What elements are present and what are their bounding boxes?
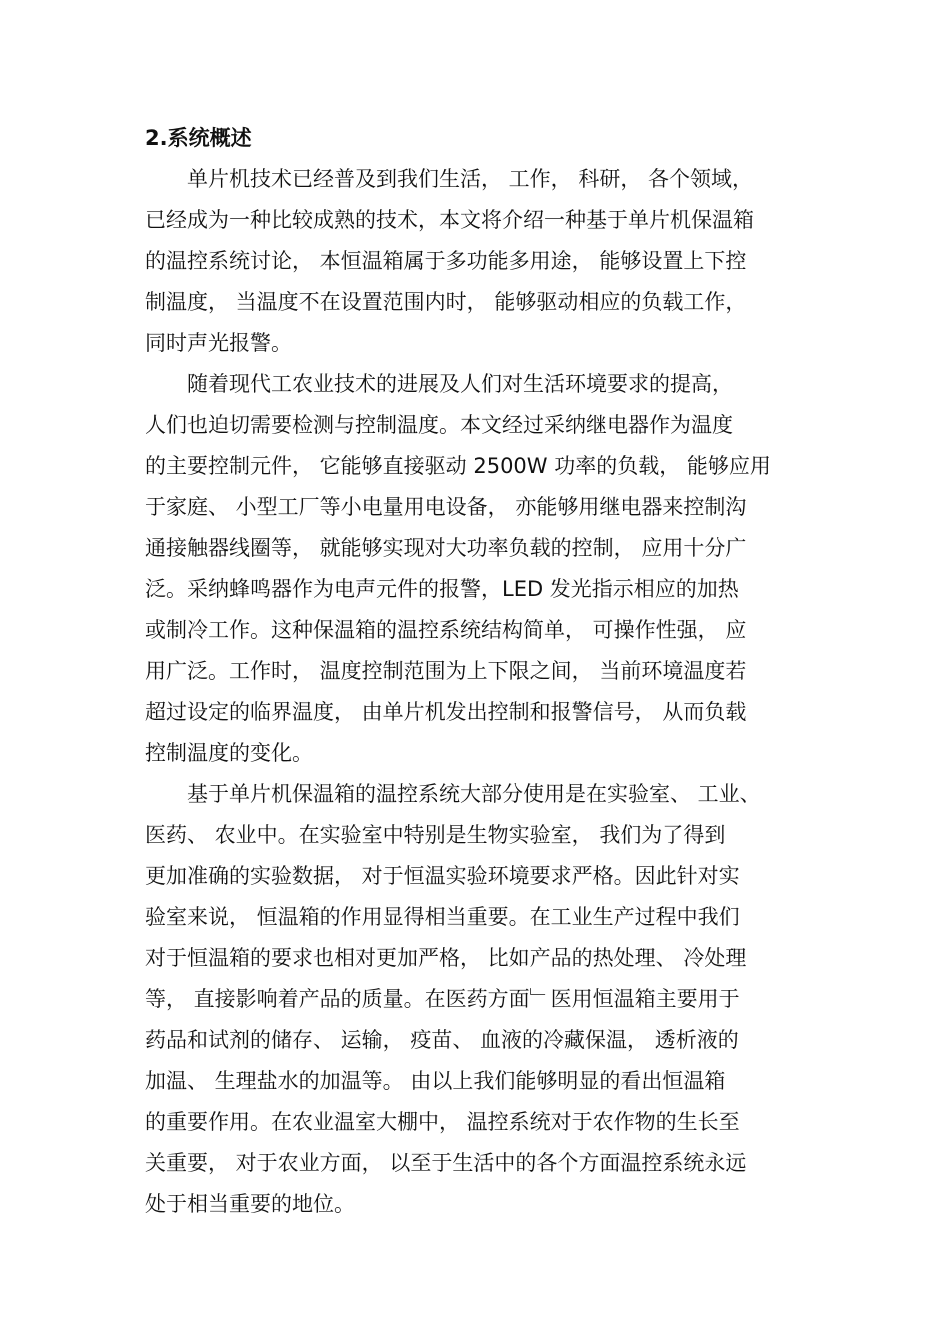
text-line: 控制温度的变化。 <box>145 741 313 765</box>
text-line: 用广泛。工作时， 温度控制范围为上下限之间， 当前环境温度若 <box>145 659 747 683</box>
text-line: 已经成为一种比较成熟的技术，本文将介绍一种基于单片机保温箱 <box>145 208 754 232</box>
text-line: 的重要作用。在农业温室大棚中， 温控系统对于农作物的生长至 <box>145 1110 740 1134</box>
text-line: 药品和试剂的储存、 运输， 疫苗、 血液的冷藏保温， 透析液的 <box>145 1028 739 1052</box>
text-line: 等， 直接影响着产品的质量。在医药方面﹂医用恒温箱主要用于 <box>145 987 740 1011</box>
text-line: 或制冷工作。这种保温箱的温控系统结构简单， 可操作性强， 应 <box>145 618 747 642</box>
text-line: 处于相当重要的地位。 <box>145 1192 355 1216</box>
text-line: 制温度， 当温度不在设置范围内时， 能够驱动相应的负载工作， <box>145 290 747 314</box>
text-line: 的温控系统讨论， 本恒温箱属于多功能多用途， 能够设置上下控 <box>145 249 747 273</box>
section-heading: 2.系统概述 <box>145 126 252 150</box>
text-line: 对于恒温箱的要求也相对更加严格， 比如产品的热处理、 冷处理 <box>145 946 747 970</box>
text-line: 于家庭、 小型工厂等小电量用电设备， 亦能够用继电器来控制沟 <box>145 495 747 519</box>
text-line: 的主要控制元件， 它能够直接驱动 2500W 功率的负载， 能够应用 <box>145 454 771 478</box>
text-line: 单片机技术已经普及到我们生活， 工作， 科研， 各个领域， <box>145 167 754 191</box>
text-line: 医药、 农业中。在实验室中特别是生物实验室， 我们为了得到 <box>145 823 726 847</box>
text-line: 关重要， 对于农业方面， 以至于生活中的各个方面温控系统永远 <box>145 1151 747 1175</box>
text-line: 加温、 生理盐水的加温等。 由以上我们能够明显的看出恒温箱 <box>145 1069 726 1093</box>
text-line: 通接触器线圈等， 就能够实现对大功率负载的控制， 应用十分广 <box>145 536 747 560</box>
text-line: 超过设定的临界温度， 由单片机发出控制和报警信号， 从而负载 <box>145 700 747 724</box>
text-line: 基于单片机保温箱的温控系统大部分使用是在实验室、 工业、 <box>145 782 761 806</box>
text-line: 泛。采纳蜂鸣器作为电声元件的报警，LED 发光指示相应的加热 <box>145 577 739 601</box>
text-line: 人们也迫切需要检测与控制温度。本文经过采纳继电器作为温度 <box>145 413 733 437</box>
text-line: 验室来说， 恒温箱的作用显得相当重要。在工业生产过程中我们 <box>145 905 740 929</box>
text-line: 更加准确的实验数据， 对于恒温实验环境要求严格。因此针对实 <box>145 864 740 888</box>
document-body <box>145 118 810 1225</box>
text-line: 随着现代工农业技术的进展及人们对生活环境要求的提高， <box>145 372 733 396</box>
text-line: 同时声光报警。 <box>145 331 292 355</box>
